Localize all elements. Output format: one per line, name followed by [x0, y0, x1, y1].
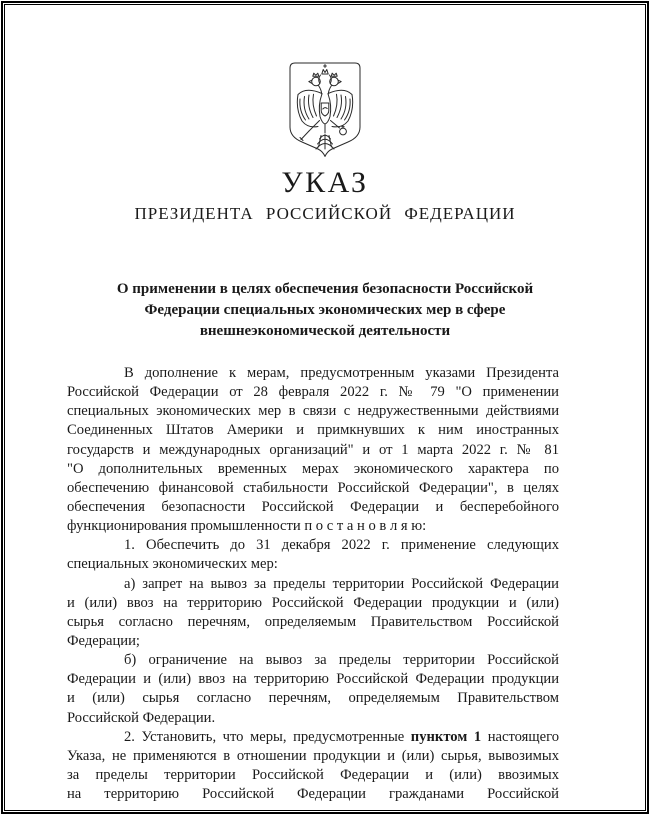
text-line: Соединенных Штатов Америки и примкнувших к ним иностранных — [67, 422, 559, 439]
paragraph — [67, 575, 559, 652]
text-line: Федерации; — [67, 632, 140, 649]
text-line: В дополнение к мерам, предусмотренным указами Президента — [124, 365, 559, 381]
text-line: б) ограничение на вывоз за пределы территории Российской — [124, 652, 559, 669]
text-line: специальных экономических мер в связи с недружественными действиями — [67, 403, 559, 420]
text-line: Федерации и (или) ввоз на территорию Российской Федерации продукции — [67, 671, 559, 688]
text-line: 2. Установить, что меры, предусмотренные пунктом 1 настоящего — [124, 728, 559, 745]
paragraph — [67, 364, 559, 536]
paragraph — [67, 651, 559, 728]
document-subtitle: ПРЕЗИДЕНТА РОССИЙСКОЙ ФЕДЕРАЦИИ — [134, 204, 516, 223]
text-line: за пределы территории Российской Федерации и (или) ввозимых — [67, 766, 559, 783]
page — [4, 4, 646, 811]
paragraph — [67, 536, 559, 574]
text-line: Российской Федерации. — [67, 709, 216, 726]
text-line: и (или) сырья согласно перечням, определяемым Правительством — [67, 690, 559, 707]
text-line: Российской Федерации от 28 февраля 2022 г. № 79 "О применении — [67, 384, 559, 401]
text-line: обеспечению финансовой стабильности Российской Федерации", в целях — [67, 479, 559, 496]
paragraph — [67, 728, 559, 805]
text-line: 1. Обеспечить до 31 декабря 2022 г. применение следующих — [124, 537, 559, 554]
document-title: УКАЗ — [281, 166, 369, 199]
page-border-outer — [1, 1, 649, 814]
text-line: сырья согласно перечням, определяемым Правительством Российской — [67, 613, 559, 630]
heading-line: внешнеэкономической деятельности — [199, 323, 451, 339]
heading-line: Федерации специальных экономических мер в сфере — [144, 302, 506, 318]
text-line: Указа, не применяются в отношении продукции и (или) сырья, вывозимых — [67, 747, 559, 764]
text-line: специальных экономических мер: — [67, 556, 278, 573]
text-line: а) запрет на вывоз за пределы территории Российской Федерации — [124, 575, 559, 592]
text-line: функционирования промышленности п о с т а н о в л я ю: — [67, 518, 427, 535]
document-subject-heading — [5, 279, 645, 342]
clause-reference: пунктом 1 — [410, 728, 482, 745]
text-line: государств и международных организаций" и от 1 марта 2022 г. № 81 — [67, 441, 559, 458]
text-line: и (или) ввоз на территорию Российской Федерации продукции и (или) — [67, 594, 559, 611]
text-line: на территорию Российской Федерации гражданами Российской — [67, 786, 559, 803]
text-line: обеспечения безопасности Российской Федерации и бесперебойного — [67, 498, 559, 515]
heading-line: О применении в целях обеспечения безопасности Российской — [116, 281, 534, 297]
text-line: "О дополнительных временных мерах экономического характера по — [67, 460, 559, 477]
document-body — [67, 364, 559, 804]
coat-of-arms-emblem — [286, 61, 364, 159]
